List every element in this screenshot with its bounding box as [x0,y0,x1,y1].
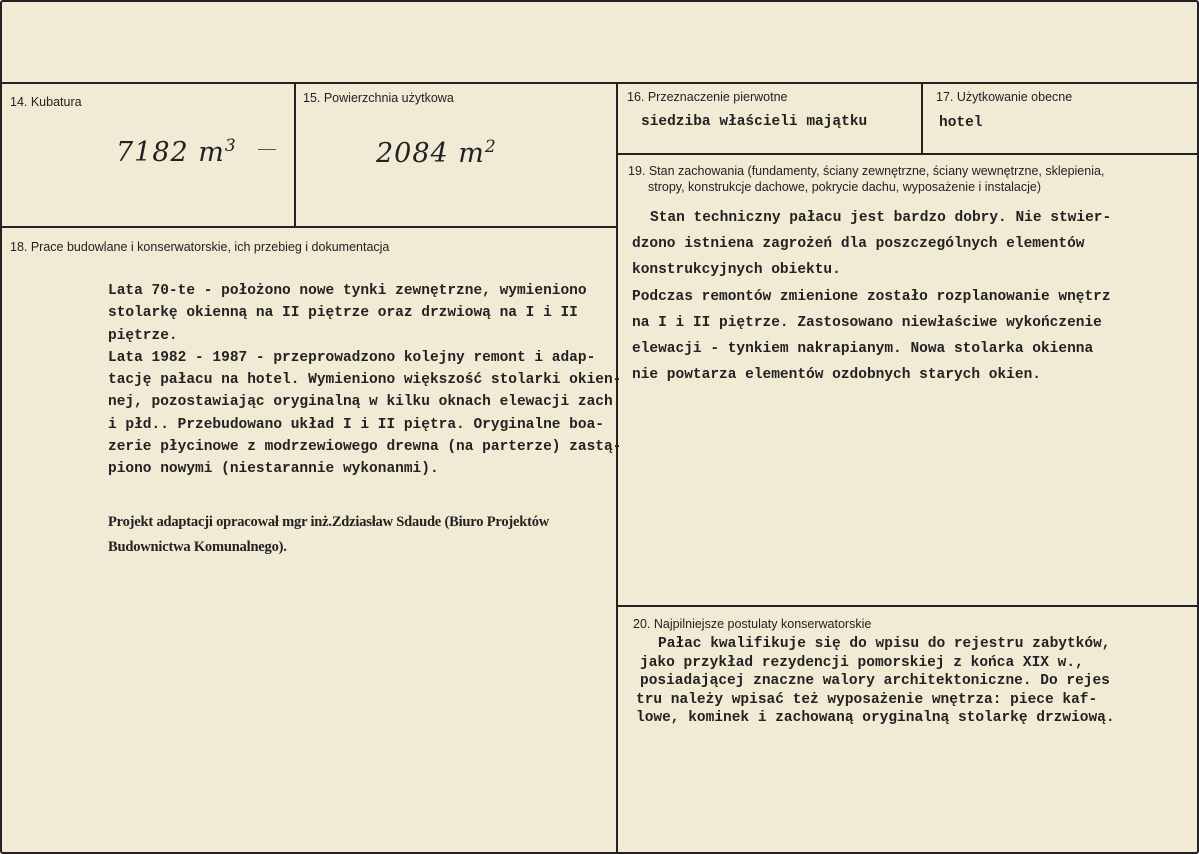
stan-line: konstrukcyjnych obiektu. [632,262,841,279]
prace-label: 18. Prace budowlane i konserwatorskie, ich przebieg i dokumentacja [10,240,390,254]
przeznaczenie-label: 16. Przeznaczenie pierwotne [627,90,788,104]
uzytkowanie-label: 17. Użytkowanie obecne [936,90,1073,104]
stan-label [628,163,1104,195]
przeznaczenie-value: siedziba właścieli majątku [641,114,868,130]
prace-line: i płd.. Przebudowano układ I i II piętra. Oryginalne boa- [108,416,604,433]
kubatura-label: 14. Kubatura [10,95,82,109]
prace-project-line: Projekt adaptacji opracował mgr inż.Zdziasław Sdaude (Biuro Projektów [108,514,550,530]
powierzchnia-value [376,137,497,169]
kubatura-dash [258,149,276,150]
stan-line: Stan techniczny pałacu jest bardzo dobry. Nie stwier- [650,210,1112,226]
stan-line: elewacji - tynkiem nakrapianym. Nowa stolarka okienna [632,341,1094,358]
postulaty-line: jako przykład rezydencji pomorskiej z końca XIX w., [640,654,1084,671]
stan-line: nie powtarza elementów ozdobnych starych okien. [632,367,1041,384]
prace-line: Lata 70-te - położono nowe tynki zewnętrzne, wymieniono [108,283,587,299]
prace-text [108,280,621,481]
stan-line: dzono istniena zagrożeń dla poszczególnych elementów [632,236,1085,253]
kubatura-value [116,136,237,168]
right-top-rule [617,153,1199,155]
uzytkowanie-value: hotel [939,115,983,131]
prace-line: piono nowymi (niestarannie wykonanmi). [108,461,439,478]
prace-line: piętrze. [108,327,178,344]
powierzchnia-unit-sup: 2 [484,137,497,157]
right-middle-rule [617,605,1199,607]
stan-line: na I i II piętrze. Zastosowano niewłaściwe wykończenie [632,314,1102,331]
postulaty-line: tru należy wpisać też wyposażenie wnętrza: piece kaf- [636,691,1098,708]
powierzchnia-value-text: 2084 m [376,138,485,169]
stan-text [632,205,1111,388]
kubatura-unit-sup: 3 [224,136,237,156]
prace-line: zerie płycinowe z modrzewiowego drewna (na parterze) zastą- [108,439,622,456]
prace-project-text [108,510,549,560]
header-top-rule [0,82,1199,84]
stan-label-line: 19. Stan zachowania (fundamenty, ściany zewnętrzne, ściany wewnętrzne, sklepienia, [628,164,1105,178]
kubatura-value-text: 7182 m [116,137,225,168]
postulaty-label: 20. Najpilniejsze postulaty konserwatorskie [633,617,872,631]
prace-project-line: Budownictwa Komunalnego). [108,539,287,555]
col-divider-3 [921,82,923,153]
left-middle-rule [0,226,617,228]
col-divider-1 [294,82,296,226]
stan-line: Podczas remontów zmienione zostało rozplanowanie wnętrz [632,288,1111,305]
powierzchnia-label: 15. Powierzchnia użytkowa [303,91,454,105]
postulaty-line: Pałac kwalifikuje się do wpisu do rejestru zabytków, [658,636,1111,652]
postulaty-line: posiadającej znaczne walory architektoniczne. Do rejes [640,673,1110,689]
prace-line: stolarkę okienną na II piętrze oraz drzwiową na I i II [108,305,578,322]
prace-line: tację pałacu na hotel. Wymieniono większość stolarki okien- [108,372,622,389]
prace-line: nej, pozostawiając oryginalną w kilku oknach elewacji zach. [108,394,622,411]
stan-label-line: stropy, konstrukcje dachowe, pokrycie dachu, wyposażenie i instalacje) [648,180,1042,194]
postulaty-line: lowe, kominek i zachowaną oryginalną stolarkę drzwiową. [636,710,1115,726]
prace-line: Lata 1982 - 1987 - przeprowadzono kolejny remont i adap- [108,349,596,366]
postulaty-text [636,635,1115,728]
